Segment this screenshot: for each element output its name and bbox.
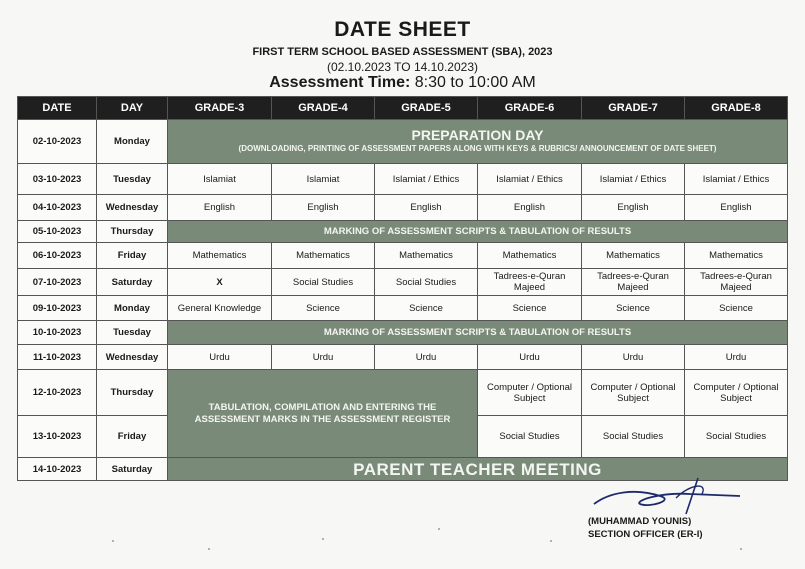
signature-scribble bbox=[590, 474, 750, 518]
subject-cell: Urdu bbox=[272, 345, 375, 370]
date-cell: 12-10-2023 bbox=[18, 370, 97, 416]
table-row bbox=[18, 370, 788, 416]
parent-teacher-meeting-banner: PARENT TEACHER MEETING bbox=[168, 458, 788, 481]
column-header-grade-8: GRADE-8 bbox=[685, 97, 788, 120]
date-cell: 14-10-2023 bbox=[18, 458, 97, 481]
signature-block bbox=[588, 515, 703, 541]
day-cell: Wednesday bbox=[97, 195, 168, 221]
subject-cell: Urdu bbox=[168, 345, 272, 370]
subject-cell: English bbox=[685, 195, 788, 221]
day-cell: Tuesday bbox=[97, 321, 168, 345]
table-row bbox=[18, 269, 788, 296]
table-row bbox=[18, 321, 788, 345]
subject-cell: General Knowledge bbox=[168, 296, 272, 321]
date-cell: 02-10-2023 bbox=[18, 120, 97, 164]
subtitle: FIRST TERM SCHOOL BASED ASSESSMENT (SBA), 2023 bbox=[252, 46, 553, 58]
preparation-day-note: (DOWNLOADING, PRINTING OF ASSESSMENT PAPERS ALONG WITH KEYS & RUBRICS/ ANNOUNCEMENT OF DATE SHEET) bbox=[238, 143, 717, 153]
subject-cell: English bbox=[168, 195, 272, 221]
column-header-date: DATE bbox=[18, 97, 97, 120]
subject-cell: Islamiat / Ethics bbox=[478, 164, 582, 195]
day-cell: Saturday bbox=[97, 269, 168, 296]
date-cell: 10-10-2023 bbox=[18, 321, 97, 345]
subject-cell: Mathematics bbox=[478, 243, 582, 269]
subject-cell: Urdu bbox=[582, 345, 685, 370]
assessment-time bbox=[0, 74, 805, 92]
subject-cell: Social Studies bbox=[582, 416, 685, 458]
preparation-day-banner bbox=[168, 120, 788, 164]
day-cell: Wednesday bbox=[97, 345, 168, 370]
day-cell: Monday bbox=[97, 120, 168, 164]
date-cell: 07-10-2023 bbox=[18, 269, 97, 296]
subject-cell: Social Studies bbox=[478, 416, 582, 458]
table-row bbox=[18, 195, 788, 221]
signatory-name: (MUHAMMAD YOUNIS) bbox=[588, 516, 692, 527]
subject-cell: Social Studies bbox=[272, 269, 375, 296]
subject-cell: Social Studies bbox=[685, 416, 788, 458]
subject-cell: Science bbox=[375, 296, 478, 321]
tabulation-block: TABULATION, COMPILATION AND ENTERING THE ASSESSMENT MARKS IN THE ASSESSMENT REGISTER bbox=[168, 370, 478, 458]
table-row bbox=[18, 221, 788, 243]
subject-cell: Mathematics bbox=[168, 243, 272, 269]
subject-cell: Tadrees-e-Quran Majeed bbox=[685, 269, 788, 296]
subject-cell: Urdu bbox=[685, 345, 788, 370]
subject-cell: X bbox=[168, 269, 272, 296]
subject-cell: Islamiat / Ethics bbox=[582, 164, 685, 195]
date-cell: 13-10-2023 bbox=[18, 416, 97, 458]
subject-cell: Computer / Optional Subject bbox=[685, 370, 788, 416]
marking-banner: MARKING OF ASSESSMENT SCRIPTS & TABULATION OF RESULTS bbox=[168, 321, 788, 345]
date-cell: 05-10-2023 bbox=[18, 221, 97, 243]
date-cell: 09-10-2023 bbox=[18, 296, 97, 321]
subject-cell: Tadrees-e-Quran Majeed bbox=[478, 269, 582, 296]
subject-cell: Science bbox=[685, 296, 788, 321]
subject-cell: Islamiat bbox=[272, 164, 375, 195]
subject-cell: Urdu bbox=[375, 345, 478, 370]
subject-cell: Tadrees-e-Quran Majeed bbox=[582, 269, 685, 296]
table-row bbox=[18, 345, 788, 370]
column-header-grade-7: GRADE-7 bbox=[582, 97, 685, 120]
subject-cell: Mathematics bbox=[685, 243, 788, 269]
table-row bbox=[18, 120, 788, 164]
signatory-designation: SECTION OFFICER (ER-I) bbox=[588, 529, 703, 540]
day-cell: Tuesday bbox=[97, 164, 168, 195]
subject-cell: Social Studies bbox=[375, 269, 478, 296]
subject-cell: Islamiat bbox=[168, 164, 272, 195]
day-cell: Monday bbox=[97, 296, 168, 321]
table-row bbox=[18, 243, 788, 269]
date-cell: 03-10-2023 bbox=[18, 164, 97, 195]
table-row bbox=[18, 296, 788, 321]
subject-cell: Islamiat / Ethics bbox=[375, 164, 478, 195]
column-header-grade-5: GRADE-5 bbox=[375, 97, 478, 120]
day-cell: Saturday bbox=[97, 458, 168, 481]
subject-cell: English bbox=[375, 195, 478, 221]
day-cell: Thursday bbox=[97, 221, 168, 243]
page-title: DATE SHEET bbox=[334, 18, 471, 41]
subject-cell: English bbox=[272, 195, 375, 221]
assessment-time-value: 8:30 to 10:00 AM bbox=[414, 74, 536, 91]
subject-cell: English bbox=[582, 195, 685, 221]
day-cell: Friday bbox=[97, 416, 168, 458]
subject-cell: Urdu bbox=[478, 345, 582, 370]
column-header-grade-3: GRADE-3 bbox=[168, 97, 272, 120]
date-cell: 11-10-2023 bbox=[18, 345, 97, 370]
assessment-time-label: Assessment Time: bbox=[269, 74, 411, 91]
column-header-grade-4: GRADE-4 bbox=[272, 97, 375, 120]
subject-cell: Mathematics bbox=[272, 243, 375, 269]
column-header-grade-6: GRADE-6 bbox=[478, 97, 582, 120]
date-cell: 06-10-2023 bbox=[18, 243, 97, 269]
table-header-row bbox=[18, 97, 788, 120]
subject-cell: Science bbox=[272, 296, 375, 321]
subject-cell: Science bbox=[478, 296, 582, 321]
column-header-day: DAY bbox=[97, 97, 168, 120]
table-row bbox=[18, 164, 788, 195]
preparation-day-title: PREPARATION DAY bbox=[411, 126, 544, 143]
marking-banner: MARKING OF ASSESSMENT SCRIPTS & TABULATION OF RESULTS bbox=[168, 221, 788, 243]
date-cell: 04-10-2023 bbox=[18, 195, 97, 221]
day-cell: Thursday bbox=[97, 370, 168, 416]
subject-cell: Mathematics bbox=[582, 243, 685, 269]
date-sheet-table bbox=[17, 96, 788, 481]
subject-cell: Computer / Optional Subject bbox=[582, 370, 685, 416]
subject-cell: Mathematics bbox=[375, 243, 478, 269]
day-cell: Friday bbox=[97, 243, 168, 269]
subject-cell: English bbox=[478, 195, 582, 221]
date-range: (02.10.2023 TO 14.10.2023) bbox=[326, 60, 478, 74]
subject-cell: Islamiat / Ethics bbox=[685, 164, 788, 195]
subject-cell: Computer / Optional Subject bbox=[478, 370, 582, 416]
subject-cell: Science bbox=[582, 296, 685, 321]
